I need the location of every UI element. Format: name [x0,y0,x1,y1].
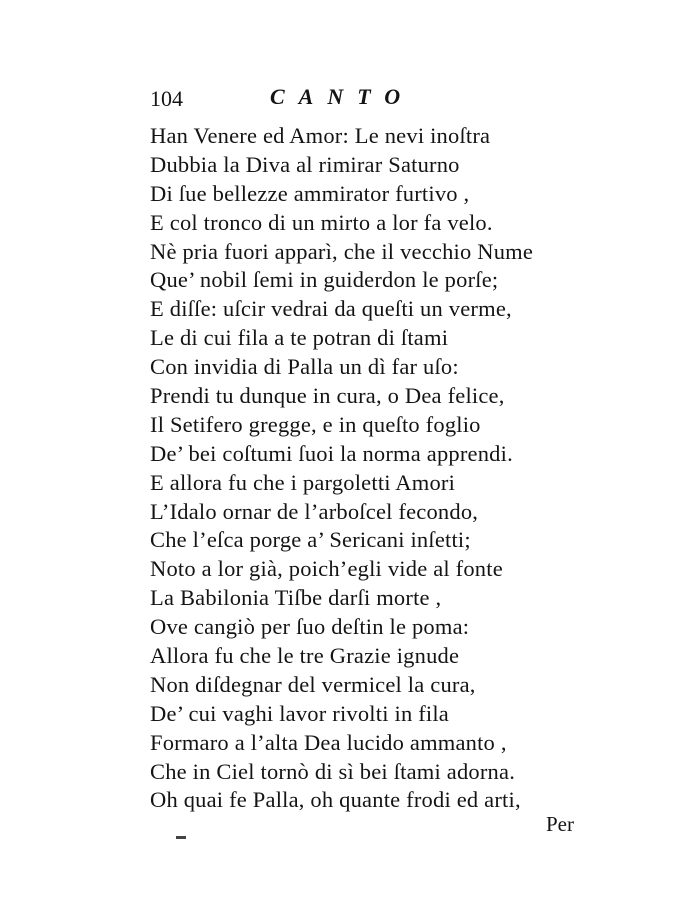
verse-line: Que’ nobil ſemi in guiderdon le porſe; [150,267,499,293]
verse-line: De’ bei coſtumi ſuoi la norma apprendi. [150,440,513,466]
verse-line: Il Setifero gregge, e in queſto foglio [150,411,481,437]
verse-line: Di ſue bellezze ammirator furtivo , [150,180,470,206]
verse-line: E col tronco di un mirto a lor fa velo. [150,209,493,235]
verse-line: La Babilonia Tiſbe darſi morte , [150,585,442,611]
verse-line: E diſſe: uſcir vedrai da queſti un verme, [150,296,512,322]
page-number: 104 [150,86,183,111]
verse-line: Con invidia di Palla un dì far uſo: [150,354,459,380]
catchword: Per [546,812,574,836]
verse-line: L’Idalo ornar de l’arboſcel fecondo, [150,498,479,524]
verse-line: Noto a lor già, poich’egli vide al fonte [150,556,503,582]
verse-line: Dubbia la Diva al rimirar Saturno [150,151,460,177]
verse-line: Prendi tu dunque in cura, o Dea felice, [150,383,505,409]
verse-line: Che in Ciel tornò di sì bei ſtami adorna. [150,758,516,784]
ink-mark [176,836,186,839]
verse-line: Nè pria fuori apparì, che il vecchio Nume [150,238,534,264]
verse-line: Formaro a l’alta Dea lucido ammanto , [150,729,507,755]
verse-line: Han Venere ed Amor: Le nevi inoſtra [150,123,491,148]
verse-line: De’ cui vaghi lavor rivolti in fila [150,700,449,726]
verse-line: Le di cui fila a te potran di ſtami [150,325,449,351]
verse-line: Allora fu che le tre Grazie ignude [150,643,460,669]
verse-line: Ove cangiò per ſuo deſtin le poma: [150,614,470,640]
verse-line: E allora fu che i pargoletti Amori [150,469,456,495]
verse-line: Che l’eſca porge a’ Sericani inſetti; [150,527,471,553]
verse-list [150,122,533,815]
verse-line: Oh quai fe Palla, oh quante frodi ed arti, [150,787,521,813]
verse-line: Non diſdegnar del vermicel la cura, [150,671,476,697]
running-head: CANTO [270,84,415,109]
